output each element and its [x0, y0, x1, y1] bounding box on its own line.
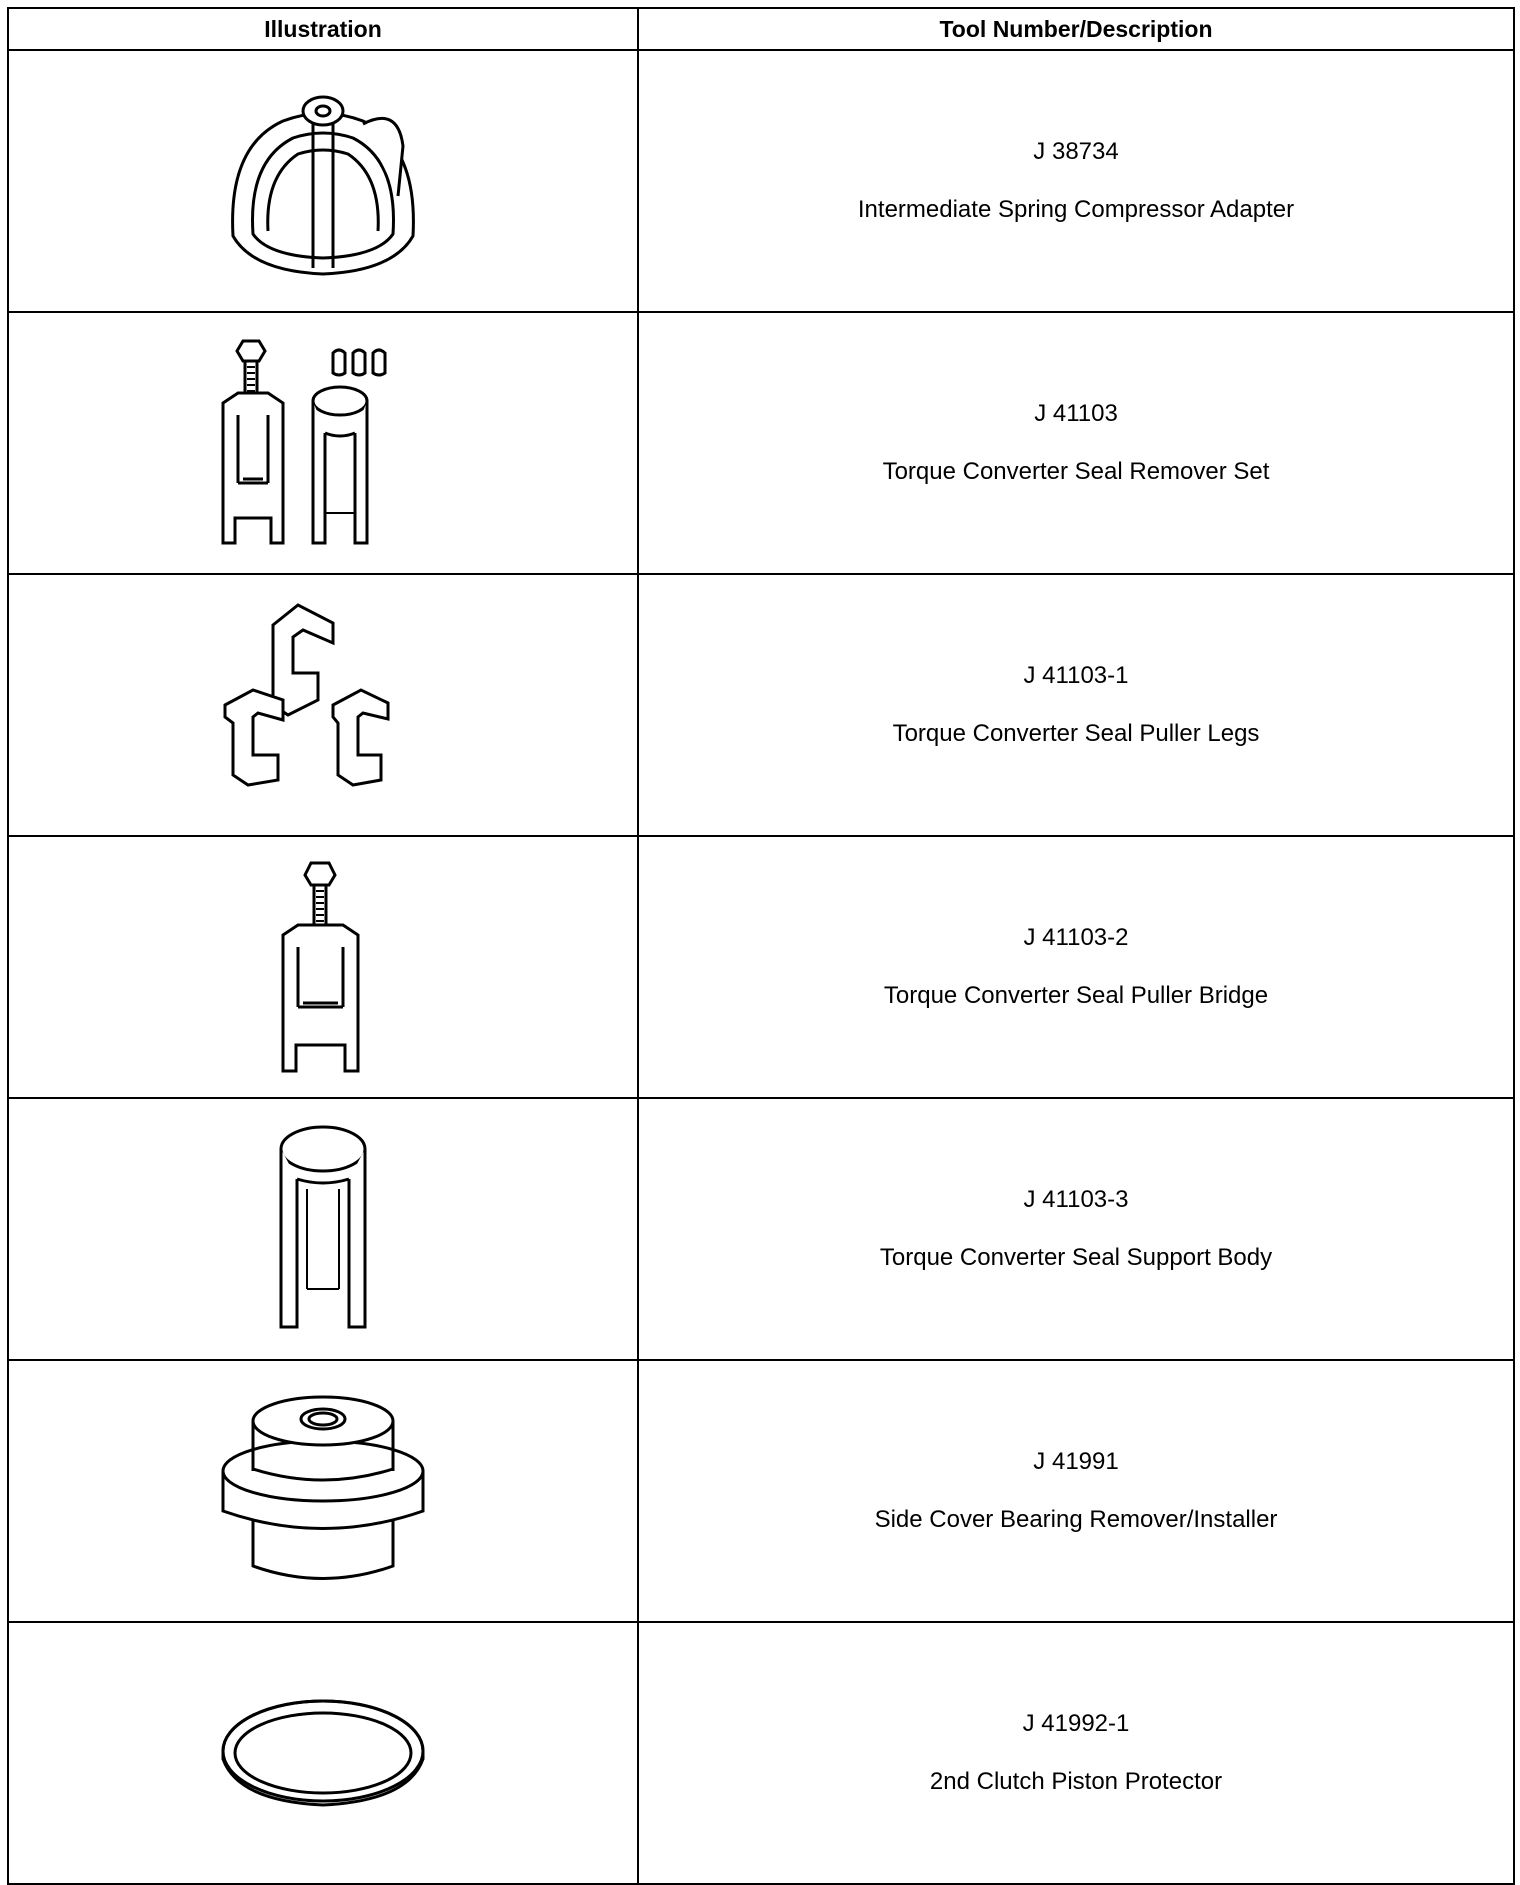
description-cell [638, 1098, 1514, 1360]
tool-number: J 41992-1 [1022, 1710, 1130, 1737]
tool-description: Torque Converter Seal Puller Legs [892, 720, 1260, 747]
tool-description: Intermediate Spring Compressor Adapter [857, 196, 1295, 223]
tool-description: Torque Converter Seal Remover Set [882, 458, 1270, 485]
tool-table [7, 7, 1515, 1885]
tool-number: J 41103 [1034, 400, 1118, 427]
header-illustration: Illustration [8, 8, 638, 50]
table-row [8, 1360, 1514, 1622]
bearing-remover-installer-icon [218, 1391, 428, 1591]
spring-compressor-adapter-icon [213, 86, 433, 276]
illustration-cell [8, 312, 638, 574]
description-cell [638, 836, 1514, 1098]
illustration-cell [8, 1622, 638, 1884]
illustration-cell [8, 574, 638, 836]
table-row [8, 1098, 1514, 1360]
tool-description: Torque Converter Seal Puller Bridge [883, 982, 1269, 1009]
header-row [8, 8, 1514, 50]
illustration-cell [8, 1098, 638, 1360]
tool-number: J 38734 [1033, 138, 1119, 165]
tool-description: Torque Converter Seal Support Body [879, 1244, 1273, 1271]
description-cell [638, 1360, 1514, 1622]
table-row [8, 1622, 1514, 1884]
table-row [8, 574, 1514, 836]
tool-number: J 41991 [1033, 1448, 1119, 1475]
header-tool-description: Tool Number/Description [638, 8, 1514, 50]
illustration-cell [8, 836, 638, 1098]
table-row [8, 312, 1514, 574]
tool-description: 2nd Clutch Piston Protector [929, 1768, 1223, 1795]
puller-bridge-icon [263, 857, 383, 1077]
support-body-icon [263, 1119, 383, 1339]
table-row [8, 836, 1514, 1098]
puller-legs-icon [213, 595, 433, 815]
seal-remover-set-icon [213, 333, 433, 553]
piston-protector-icon [218, 1693, 428, 1813]
tool-number: J 41103-1 [1023, 662, 1129, 689]
description-cell [638, 312, 1514, 574]
description-cell [638, 574, 1514, 836]
tool-number: J 41103-2 [1023, 924, 1129, 951]
tool-description: Side Cover Bearing Remover/Installer [874, 1506, 1278, 1533]
tool-number: J 41103-3 [1023, 1186, 1129, 1213]
description-cell [638, 50, 1514, 312]
illustration-cell [8, 50, 638, 312]
illustration-cell [8, 1360, 638, 1622]
table-row [8, 50, 1514, 312]
description-cell [638, 1622, 1514, 1884]
